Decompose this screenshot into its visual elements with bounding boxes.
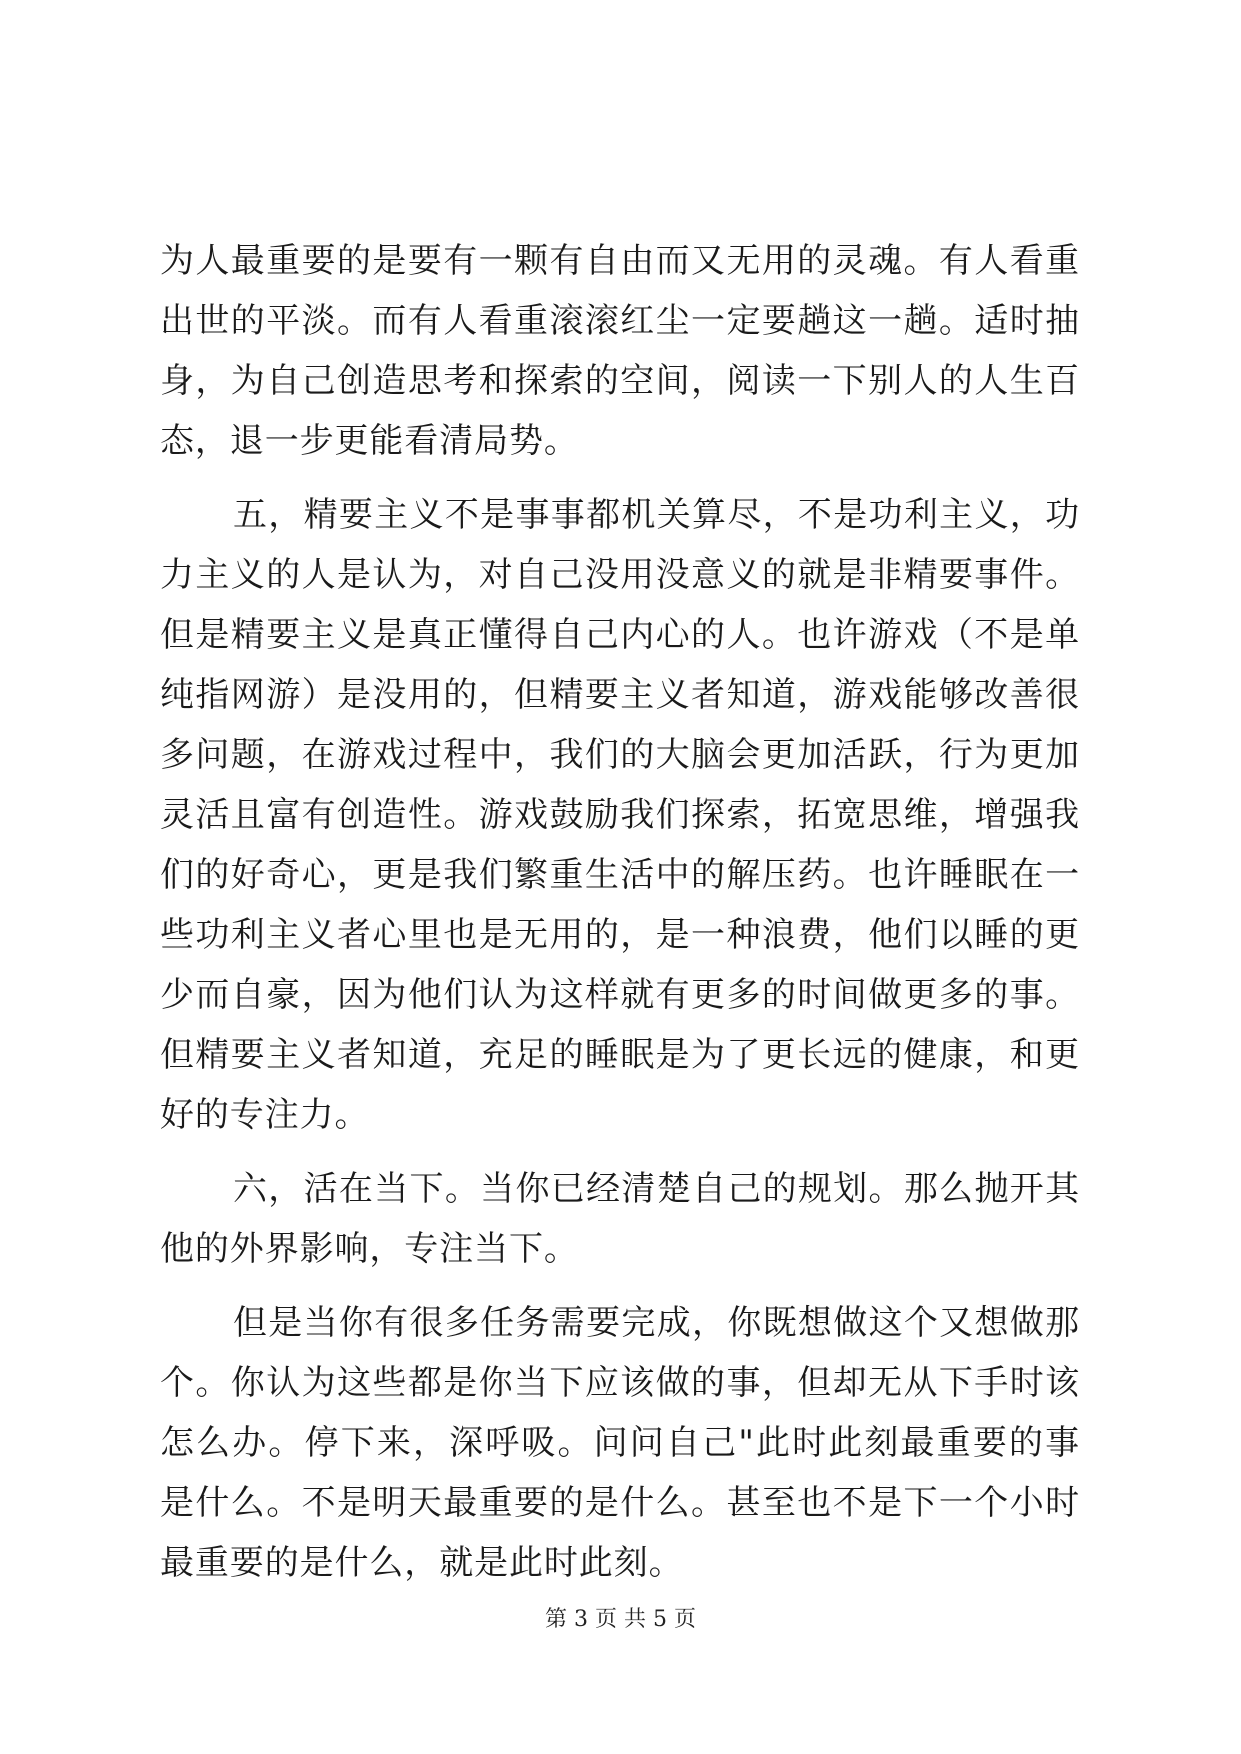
paragraph-2: 五，精要主义不是事事都机关算尽，不是功利主义，功力主义的人是认为，对自己没用没意义的就是非精要事件。但是精要主义是真正懂得自己内心的人。也许游戏（不是单纯指网游）是没用的，但精要主义者知道，游戏能够改善很多问题，在游戏过程中，我们的大脑会更加活跃，行为更加灵活且富有创造性。游戏鼓励我们探索，拓宽思维，增强我们的好奇心，更是我们繁重生活中的解压药。也许睡眠在一些功利主义者心里也是无用的，是一种浪费，他们以睡的更少而自豪，因为他们认为这样就有更多的时间做更多的事。但精要主义者知道，充足的睡眠是为了更长远的健康，和更好的专注力。 [160, 495, 1080, 1135]
document-body [160, 231, 1080, 1607]
paragraph-3: 六，活在当下。当你已经清楚自己的规划。那么抛开其他的外界影响，专注当下。 [160, 1169, 1080, 1269]
paragraph-1: 为人最重要的是要有一颗有自由而又无用的灵魂。有人看重出世的平淡。而有人看重滚滚红尘一定要趟这一趟。适时抽身，为自己创造思考和探索的空间，阅读一下别人的人生百态，退一步更能看清局势。 [160, 241, 1080, 461]
paragraph-4: 但是当你有很多任务需要完成，你既想做这个又想做那个。你认为这些都是你当下应该做的事，但却无从下手时该怎么办。停下来，深呼吸。问问自己"此时此刻最重要的事是什么。不是明天最重要的是什么。甚至也不是下一个小时最重要的是什么，就是此时此刻。 [160, 1303, 1080, 1583]
page-number-footer: 第 3 页 共 5 页 [545, 1607, 696, 1632]
